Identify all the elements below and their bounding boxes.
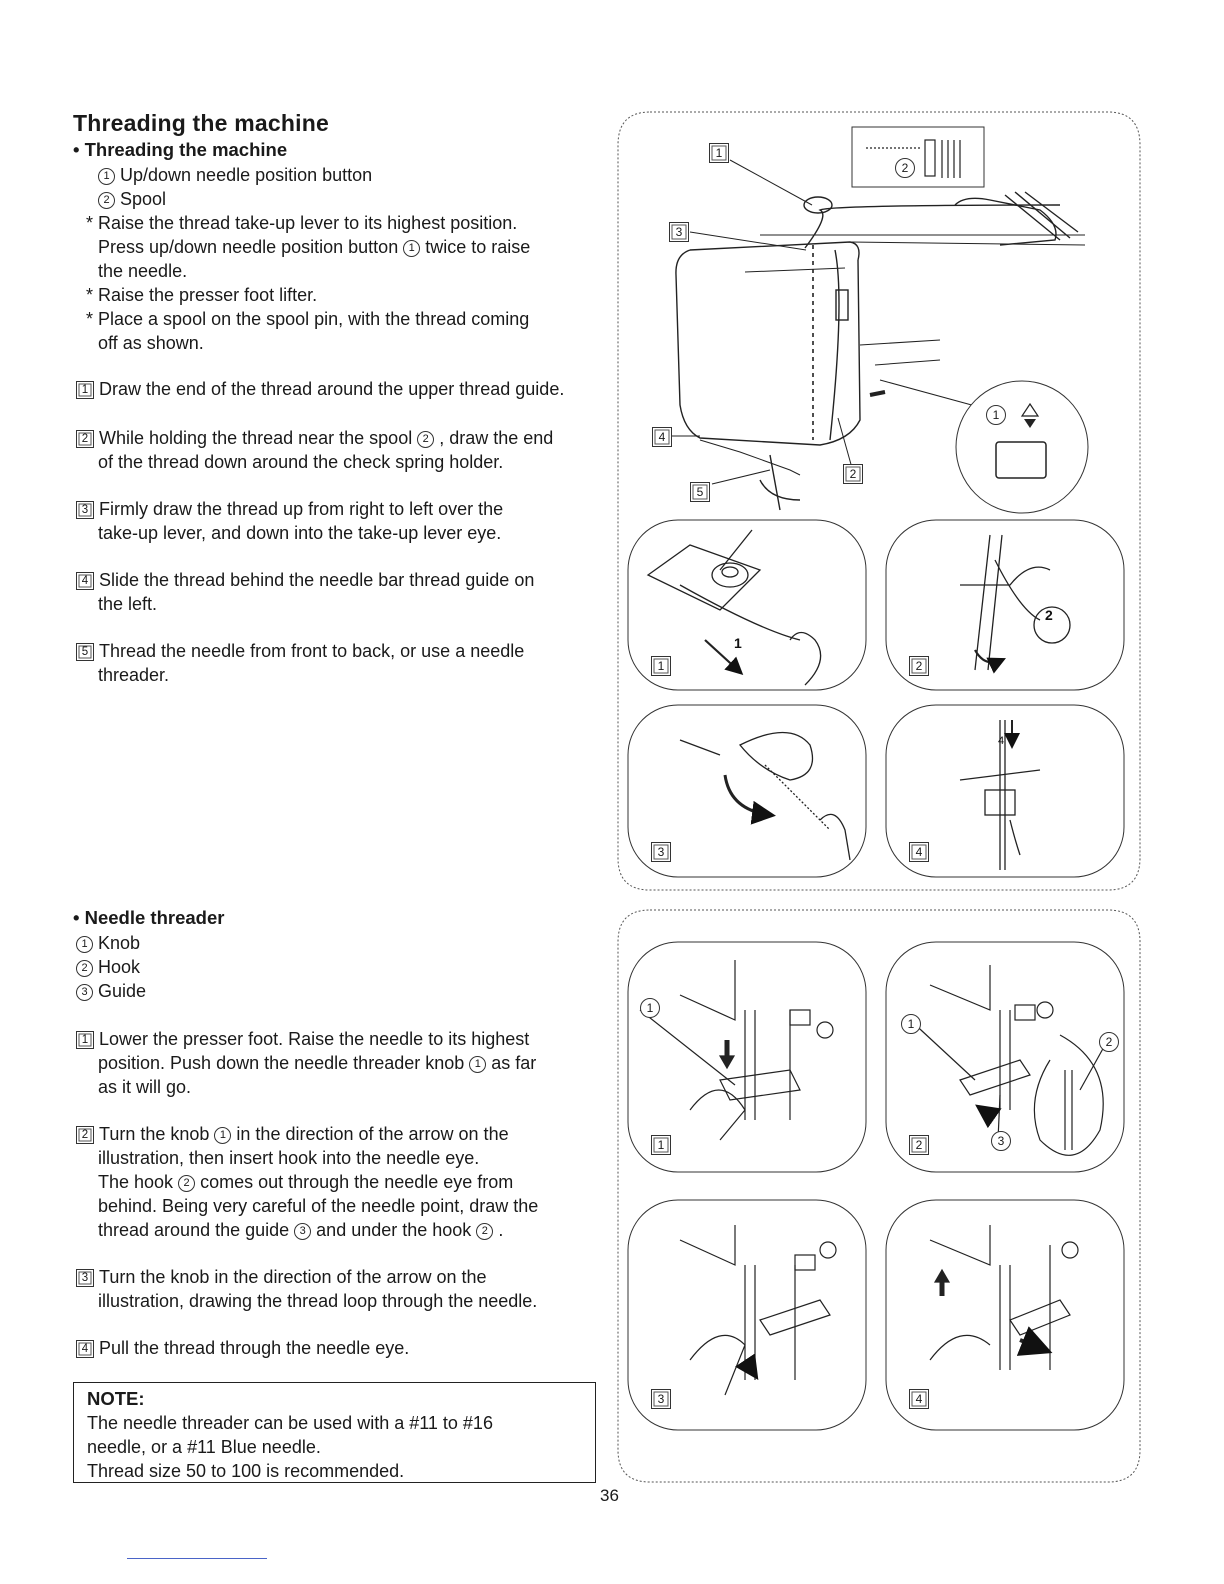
step-2-line: of the thread down around the check spring holder. xyxy=(98,452,504,472)
section-subtitle-threading: • Threading the machine xyxy=(73,139,288,160)
arrow-label: 4 xyxy=(998,735,1005,747)
step-text: Slide the thread behind the needle bar thread guide on xyxy=(99,570,535,590)
step-number: 4 xyxy=(76,572,94,590)
page-title: Threading the machine xyxy=(73,110,329,136)
panel-step-tag: 4 xyxy=(909,842,929,862)
step-number: 4 xyxy=(76,1340,94,1358)
panel-step-tag: 1 xyxy=(651,656,671,676)
step-text: , draw the end xyxy=(439,428,554,448)
step-number: 2 xyxy=(76,1126,94,1144)
part-label: Guide xyxy=(98,981,147,1001)
threader-circled-label: 2 xyxy=(1099,1032,1119,1052)
circled-number: 2 xyxy=(417,431,434,448)
threader-step-2-line: behind. Being very careful of the needle point, draw the xyxy=(98,1196,539,1216)
step-text: Turn the knob xyxy=(99,1124,210,1144)
prep-line: * Raise the thread take-up lever to its highest position. xyxy=(86,213,518,233)
figure-circled-label: 2 xyxy=(895,158,915,178)
circled-number: 1 xyxy=(214,1127,231,1144)
step-text: . xyxy=(498,1220,504,1240)
section-subtitle-needle-threader: • Needle threader xyxy=(73,907,225,928)
step-number: 2 xyxy=(76,430,94,448)
figure-step-tag: 4 xyxy=(652,427,672,447)
circled-number: 1 xyxy=(76,936,93,953)
page-number: 36 xyxy=(600,1486,619,1505)
threader-step-tag: 4 xyxy=(909,1389,929,1409)
circled-number: 2 xyxy=(178,1175,195,1192)
step-3-line: take-up lever, and down into the take-up lever eye. xyxy=(98,523,502,543)
note-title: NOTE: xyxy=(87,1388,145,1409)
threader-step-3-line: illustration, drawing the thread loop through the needle. xyxy=(98,1291,538,1311)
step-5-line: threader. xyxy=(98,665,170,685)
step-text: Turn the knob in the direction of the arrow on the xyxy=(99,1267,487,1287)
step-text: Draw the end of the thread around the upper thread guide. xyxy=(99,379,565,399)
threader-step-1-line: as it will go. xyxy=(98,1077,192,1097)
threader-step-tag: 3 xyxy=(651,1389,671,1409)
circled-number: 1 xyxy=(98,168,115,185)
circled-number: 1 xyxy=(403,240,420,257)
prep-line: * Raise the presser foot lifter. xyxy=(86,285,318,305)
threader-step-2-line: illustration, then insert hook into the needle eye. xyxy=(98,1148,480,1168)
prep-text: Press up/down needle position button xyxy=(98,237,399,257)
needle-button-zoom xyxy=(956,381,1088,513)
prep-text: twice to raise xyxy=(425,237,531,257)
panel-step-tag: 3 xyxy=(651,842,671,862)
step-number: 3 xyxy=(76,1269,94,1287)
step-text: Firmly draw the thread up from right to left over the xyxy=(99,499,504,519)
step-text: While holding the thread near the spool xyxy=(99,428,413,448)
panel-step-tag: 2 xyxy=(909,656,929,676)
part-label: Up/down needle position button xyxy=(120,165,373,185)
circled-number: 3 xyxy=(294,1223,311,1240)
step-text: comes out through the needle eye from xyxy=(200,1172,514,1192)
part-label: Hook xyxy=(98,957,141,977)
prep-line: * Place a spool on the spool pin, with the thread coming xyxy=(86,309,530,329)
step-number: 3 xyxy=(76,501,94,519)
figure-step-tag: 2 xyxy=(843,464,863,484)
step-text: Lower the presser foot. Raise the needle to its highest xyxy=(99,1029,530,1049)
step-text: position. Push down the needle threader knob xyxy=(98,1053,465,1073)
step-number: 1 xyxy=(76,381,94,399)
step-number: 1 xyxy=(76,1031,94,1049)
figure-step-tag: 3 xyxy=(669,222,689,242)
threader-circled-label: 3 xyxy=(991,1131,1011,1151)
prep-line: off as shown. xyxy=(98,333,204,353)
prep-line: the needle. xyxy=(98,261,188,281)
part-label: Knob xyxy=(98,933,141,953)
arrow-label: 2 xyxy=(1045,607,1053,623)
threader-step-tag: 2 xyxy=(909,1135,929,1155)
spool-inset xyxy=(852,127,984,187)
arrow-label: 1 xyxy=(734,635,742,651)
threader-step-tag: 1 xyxy=(651,1135,671,1155)
step-text: The hook xyxy=(98,1172,174,1192)
circled-number: 2 xyxy=(476,1223,493,1240)
step-text: Pull the thread through the needle eye. xyxy=(99,1338,410,1358)
note-line: Thread size 50 to 100 is recommended. xyxy=(87,1461,405,1481)
step-number: 5 xyxy=(76,643,94,661)
circled-number: 2 xyxy=(98,192,115,209)
circled-number: 2 xyxy=(76,960,93,977)
step-4-line: the left. xyxy=(98,594,158,614)
note-line: needle, or a #11 Blue needle. xyxy=(87,1437,321,1457)
step-text: in the direction of the arrow on the xyxy=(236,1124,509,1144)
step-text: and under the hook xyxy=(316,1220,472,1240)
figure-step-tag: 1 xyxy=(709,143,729,163)
figure-step-tag: 5 xyxy=(690,482,710,502)
circled-number: 3 xyxy=(76,984,93,1001)
step-text: Thread the needle from front to back, or use a needle xyxy=(99,641,525,661)
part-label: Spool xyxy=(120,189,167,209)
note-line: The needle threader can be used with a #11 to #16 xyxy=(87,1413,493,1433)
threader-circled-label: 1 xyxy=(640,998,660,1018)
circled-number: 1 xyxy=(469,1056,486,1073)
figure-circled-label: 1 xyxy=(986,405,1006,425)
step-text: thread around the guide xyxy=(98,1220,290,1240)
step-text: as far xyxy=(491,1053,537,1073)
threader-circled-label: 1 xyxy=(901,1014,921,1034)
